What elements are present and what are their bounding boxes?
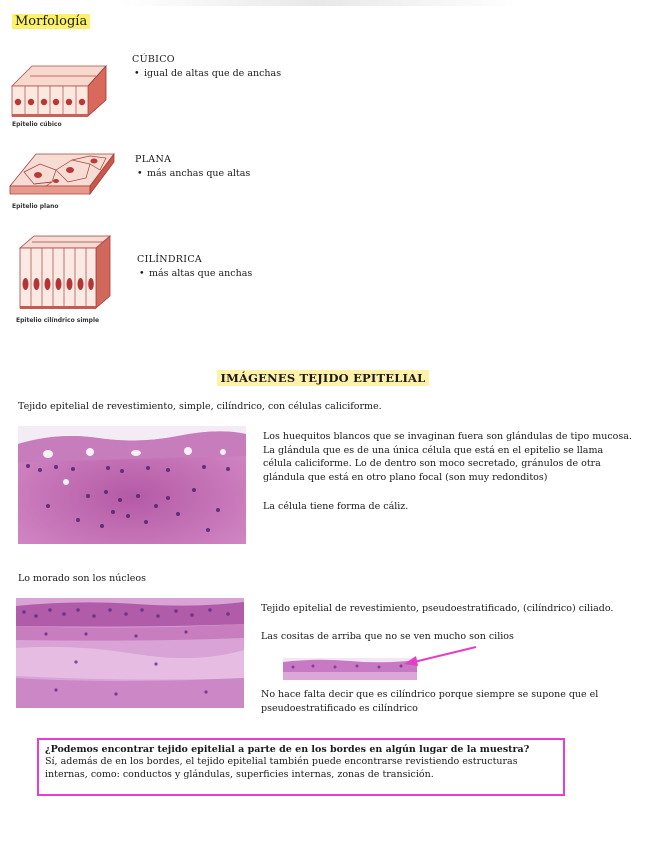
cilia-detail-image: [283, 658, 417, 680]
section-title-text: IMÁGENES TEJIDO EPITELIAL: [217, 370, 430, 386]
micrograph-simple-columnar: [18, 426, 246, 544]
page-heading: Morfología: [12, 14, 90, 29]
cubic-image-caption: Epitelio cúbico: [12, 121, 62, 128]
morph-bullet-flat: • más anchas que altas: [137, 168, 250, 179]
nuclei-note: Lo morado son los núcleos: [18, 573, 146, 584]
cubic-epithelium-illustration: [6, 58, 110, 130]
block1-text1: Los huequitos blancos que se invaginan fuera son glándulas de tipo mucosa. La glándula que es de una única célula que está en el epitelio se llama célula caliciforme. Lo de dentro son moco secretado, gránulos de otra glándula que está en otro plano focal (son muy redonditos): [263, 431, 632, 483]
block2-text2: Las cositas de arriba que no se ven mucho son cilios: [261, 631, 514, 642]
top-shadow: [120, 0, 520, 6]
micrograph-pseudostratified: [16, 598, 244, 708]
cylindrical-image-caption: Epitelio cilíndrico simple: [16, 317, 100, 324]
block2-text1: Tejido epitelial de revestimiento, pseudoestratificado, (cilíndrico) ciliado.: [261, 603, 614, 614]
cylindrical-epithelium-illustration: [12, 232, 112, 326]
section-title: [0, 370, 646, 386]
flat-image-caption: Epitelio plano: [12, 203, 59, 210]
flat-epithelium-illustration: [6, 148, 116, 212]
callout-answer: Sí, además de en los bordes, el tejido epitelial también puede encontrarse revistiendo estructuras internas, como: conductos y glándulas, superficies internas, zonas de transición.: [45, 756, 518, 780]
morph-title-flat: PLANA: [135, 154, 172, 165]
pointer-arrow-icon: [400, 644, 480, 668]
morph-title-cubic: CÚBICO: [132, 54, 175, 65]
block1-text2: La célula tiene forma de cáliz.: [263, 501, 409, 512]
question-callout: [37, 738, 565, 796]
morph-bullet-cylindrical: • más altas que anchas: [139, 268, 252, 279]
morph-title-cylindrical: CILÍNDRICA: [137, 254, 203, 265]
callout-question: ¿Podemos encontrar tejido epitelial a parte de en los bordes en algún lugar de la muestra?: [45, 744, 530, 755]
morph-bullet-cubic: • igual de altas que de anchas: [134, 68, 281, 79]
intro-text: Tejido epitelial de revestimiento, simple, cilíndrico, con células caliciforme.: [18, 401, 382, 412]
block2-text3: No hace falta decir que es cilíndrico porque siempre se supone que el pseudoestratificado es cilíndrico: [261, 689, 599, 714]
